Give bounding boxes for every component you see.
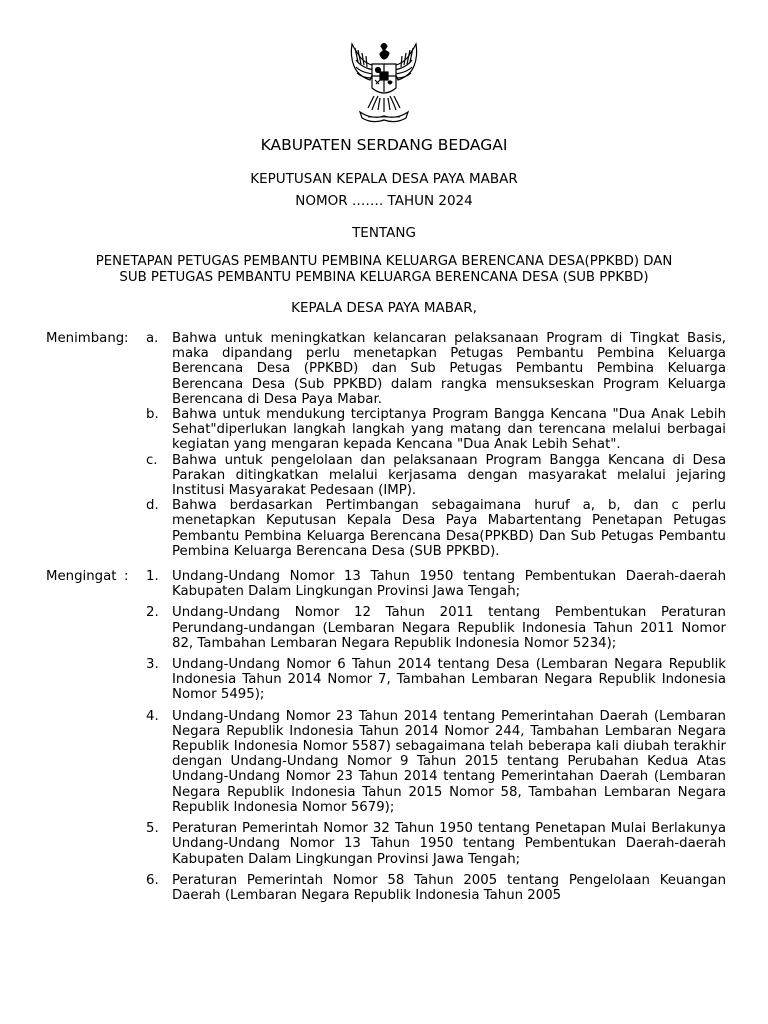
item-mark: 2. — [146, 605, 159, 621]
item-mark: 1. — [146, 569, 159, 585]
subject-line-1: PENETAPAN PETUGAS PEMBANTU PEMBINA KELUARGA BERENCANA DESA(PPKBD) DAN — [95, 254, 673, 269]
menimbang-items — [146, 331, 726, 559]
decree-body — [46, 331, 726, 903]
list-item — [146, 331, 726, 407]
regency-title: KABUPATEN SERDANG BEDAGAI — [260, 136, 508, 154]
list-item — [146, 569, 726, 599]
about-heading: TENTANG — [352, 225, 416, 241]
item-mark: d. — [146, 498, 159, 514]
menimbang-colon: : — [124, 331, 129, 346]
item-text: Bahwa berdasarkan Pertimbangan sebagaimana huruf a, b, dan c perlu menetapkan Keputusan Kepala Desa Paya Mabartentang Penetapan Petugas Pembantu Pembina Keluarga Berencana Desa(PPKBD) Dan Sub Petugas Pembantu Pembina Keluarga Berencana Desa (SUB PPKBD). — [172, 498, 726, 559]
item-mark: a. — [146, 331, 159, 346]
item-text: Undang-Undang Nomor 23 Tahun 2014 tentang Pemerintahan Daerah (Lembaran Negara Republik Indonesia Tahun 2014 Nomor 244, Tambahan Lembaran Negara Republik Indonesia Nomor 5587) sebagaimana telah beberapa kali diubah terakhir dengan Undang-Undang Nomor 9 Tahun 2015 tentang Perubahan Kedua Atas Undang-Undang Nomor 23 Tahun 2014 tentang Pemerintahan Daerah (Lembaran Negara Republik Indonesia Tahun 2015 Nomor 58, Tambahan Lembaran Negara Republik Indonesia Nomor 5679); — [172, 708, 726, 815]
decree-title: KEPUTUSAN KEPALA DESA PAYA MABAR — [250, 171, 518, 187]
item-text: Bahwa untuk pengelolaan dan pelaksanaan Program Bangga Kencana di Desa Parakan ditingkatkan melalui kerjasama dengan masyarakat melalui jejaring Institusi Masyarakat Pedesaan (IMP). — [172, 452, 726, 499]
list-item — [146, 605, 726, 651]
item-text: Peraturan Pemerintah Nomor 32 Tahun 1950 tentang Penetapan Mulai Berlakunya Undang-Undang Nomor 13 Tahun 1950 tentang Pembentukan Daerah-daerah Kabupaten Dalam Lingkungan Provinsi Jawa Tengah; — [172, 821, 726, 867]
mengingat-items — [146, 569, 726, 903]
mengingat-section — [46, 569, 726, 903]
list-item — [146, 657, 726, 703]
item-text: Bahwa untuk meningkatkan kelancaran pelaksanaan Program di Tingkat Basis, maka dipandang perlu menetapkan Petugas Pembantu Pembina Keluarga Berencana Desa (PPKBD) dan Sub Petugas Pembantu Pembina Keluarga Berencana Desa (Sub PPKBD) dalam rangka mensukseskan Program Keluarga Berencana di Desa Paya Mabar. — [172, 331, 726, 407]
item-text: Undang-Undang Nomor 13 Tahun 1950 tentang Pembentukan Daerah-daerah Kabupaten Dalam Lingkungan Provinsi Jawa Tengah; — [172, 569, 726, 600]
list-item — [146, 821, 726, 867]
decree-number: NOMOR ……. TAHUN 2024 — [295, 193, 473, 209]
item-mark: c. — [146, 452, 158, 468]
list-item — [146, 873, 726, 903]
item-text: Undang-Undang Nomor 6 Tahun 2014 tentang Desa (Lembaran Negara Republik Indonesia Tahun 2014 Nomor 7, Tambahan Lembaran Negara Republik Indonesia Nomor 5495); — [172, 657, 726, 703]
list-item — [146, 498, 726, 559]
garuda-emblem-icon — [344, 40, 424, 124]
item-text: Undang-Undang Nomor 12 Tahun 2011 tentang Pembentukan Peraturan Perundang-undangan (Lembaran Negara Republik Indonesia Tahun 2011 Nomor 82, Tambahan Lembaran Negara Republik Indonesia Nomor 5234); — [172, 605, 726, 651]
item-mark: 6. — [146, 872, 159, 888]
item-mark: 3. — [146, 657, 159, 673]
subject-line-2: SUB PETUGAS PEMBANTU PEMBINA KELUARGA BERENCANA DESA (SUB PPKBD) — [119, 270, 649, 285]
item-text: Peraturan Pemerintah Nomor 58 Tahun 2005 tentang Pengelolaan Keuangan Daerah (Lembaran Negara Republik Indonesia Tahun 2005 — [172, 872, 726, 903]
mengingat-label: Mengingat — [46, 569, 117, 585]
item-mark: 4. — [146, 708, 159, 724]
item-text: Bahwa untuk mendukung terciptanya Program Bangga Kencana "Dua Anak Lebih Sehat"diperlukan langkah langkah yang matang dan terencana melalui berbagai kegiatan yang mengaran kepada Kencana "Dua Anak Lebih Sehat". — [172, 407, 726, 453]
list-item — [146, 407, 726, 453]
menimbang-label: Menimbang — [46, 331, 125, 346]
item-mark: 5. — [146, 821, 159, 837]
item-mark: b. — [146, 407, 159, 423]
list-item — [146, 453, 726, 499]
list-item — [146, 709, 726, 815]
menimbang-section — [46, 331, 726, 559]
mengingat-colon: : — [124, 569, 129, 585]
authority-heading: KEPALA DESA PAYA MABAR, — [291, 300, 477, 316]
